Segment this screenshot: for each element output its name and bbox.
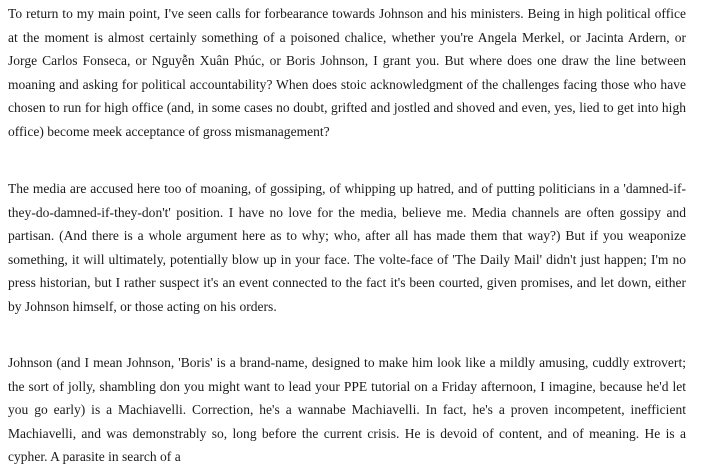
article-paragraph-3: Johnson (and I mean Johnson, 'Boris' is a brand-name, designed to make him look like a mildly amusing, cuddly extrovert; the sort of jolly, shambling don you might want to lead your PPE tutorial on a Friday afternoon, I imagine, because he'd let you go early) is a Machiavelli. Correction, he's a wannabe Machiavelli. In fact, he's a proven incompetent, inefficient Machiavelli, and was demonstrably so, long before the current crisis. He is devoid of content, and of meaning. He is a cypher. A parasite in search of a	[8, 355, 686, 464]
article-paragraph-1: To return to my main point, I've seen calls for forbearance towards Johnson and his ministers. Being in high political office at the moment is almost certainly something of a poisoned chalice, whether you're Angela Merkel, or Jacinta Ardern, or Jorge Carlos Fonseca, or Nguyễn Xuân Phúc, or Boris Johnson, I grant you. But where does one draw the line between moaning and asking for political accountability? When does stoic acknowledgment of the challenges facing those who have chosen to run for high office (and, in some cases no doubt, grifted and jostled and shoved and even, yes, lied to get into high office) become meek acceptance of gross mismanagement?	[8, 6, 686, 139]
article-paragraph-2: The media are accused here too of moaning, of gossiping, of whipping up hatred, and of putting politicians in a 'damned-if-they-do-damned-if-they-don't' position. I have no love for the media, believe me. Media channels are often gossipy and partisan. (And there is a whole argument here as to why; who, after all has made them that way?) But if you weaponize something, it will ultimately, potentially blow up in your face. The volte-face of 'The Daily Mail' didn't just happen; I'm no press historian, but I rather suspect it's an event connected to the fact it's been courted, given promises, and let down, either by Johnson himself, or those acting on his orders.	[8, 181, 686, 314]
